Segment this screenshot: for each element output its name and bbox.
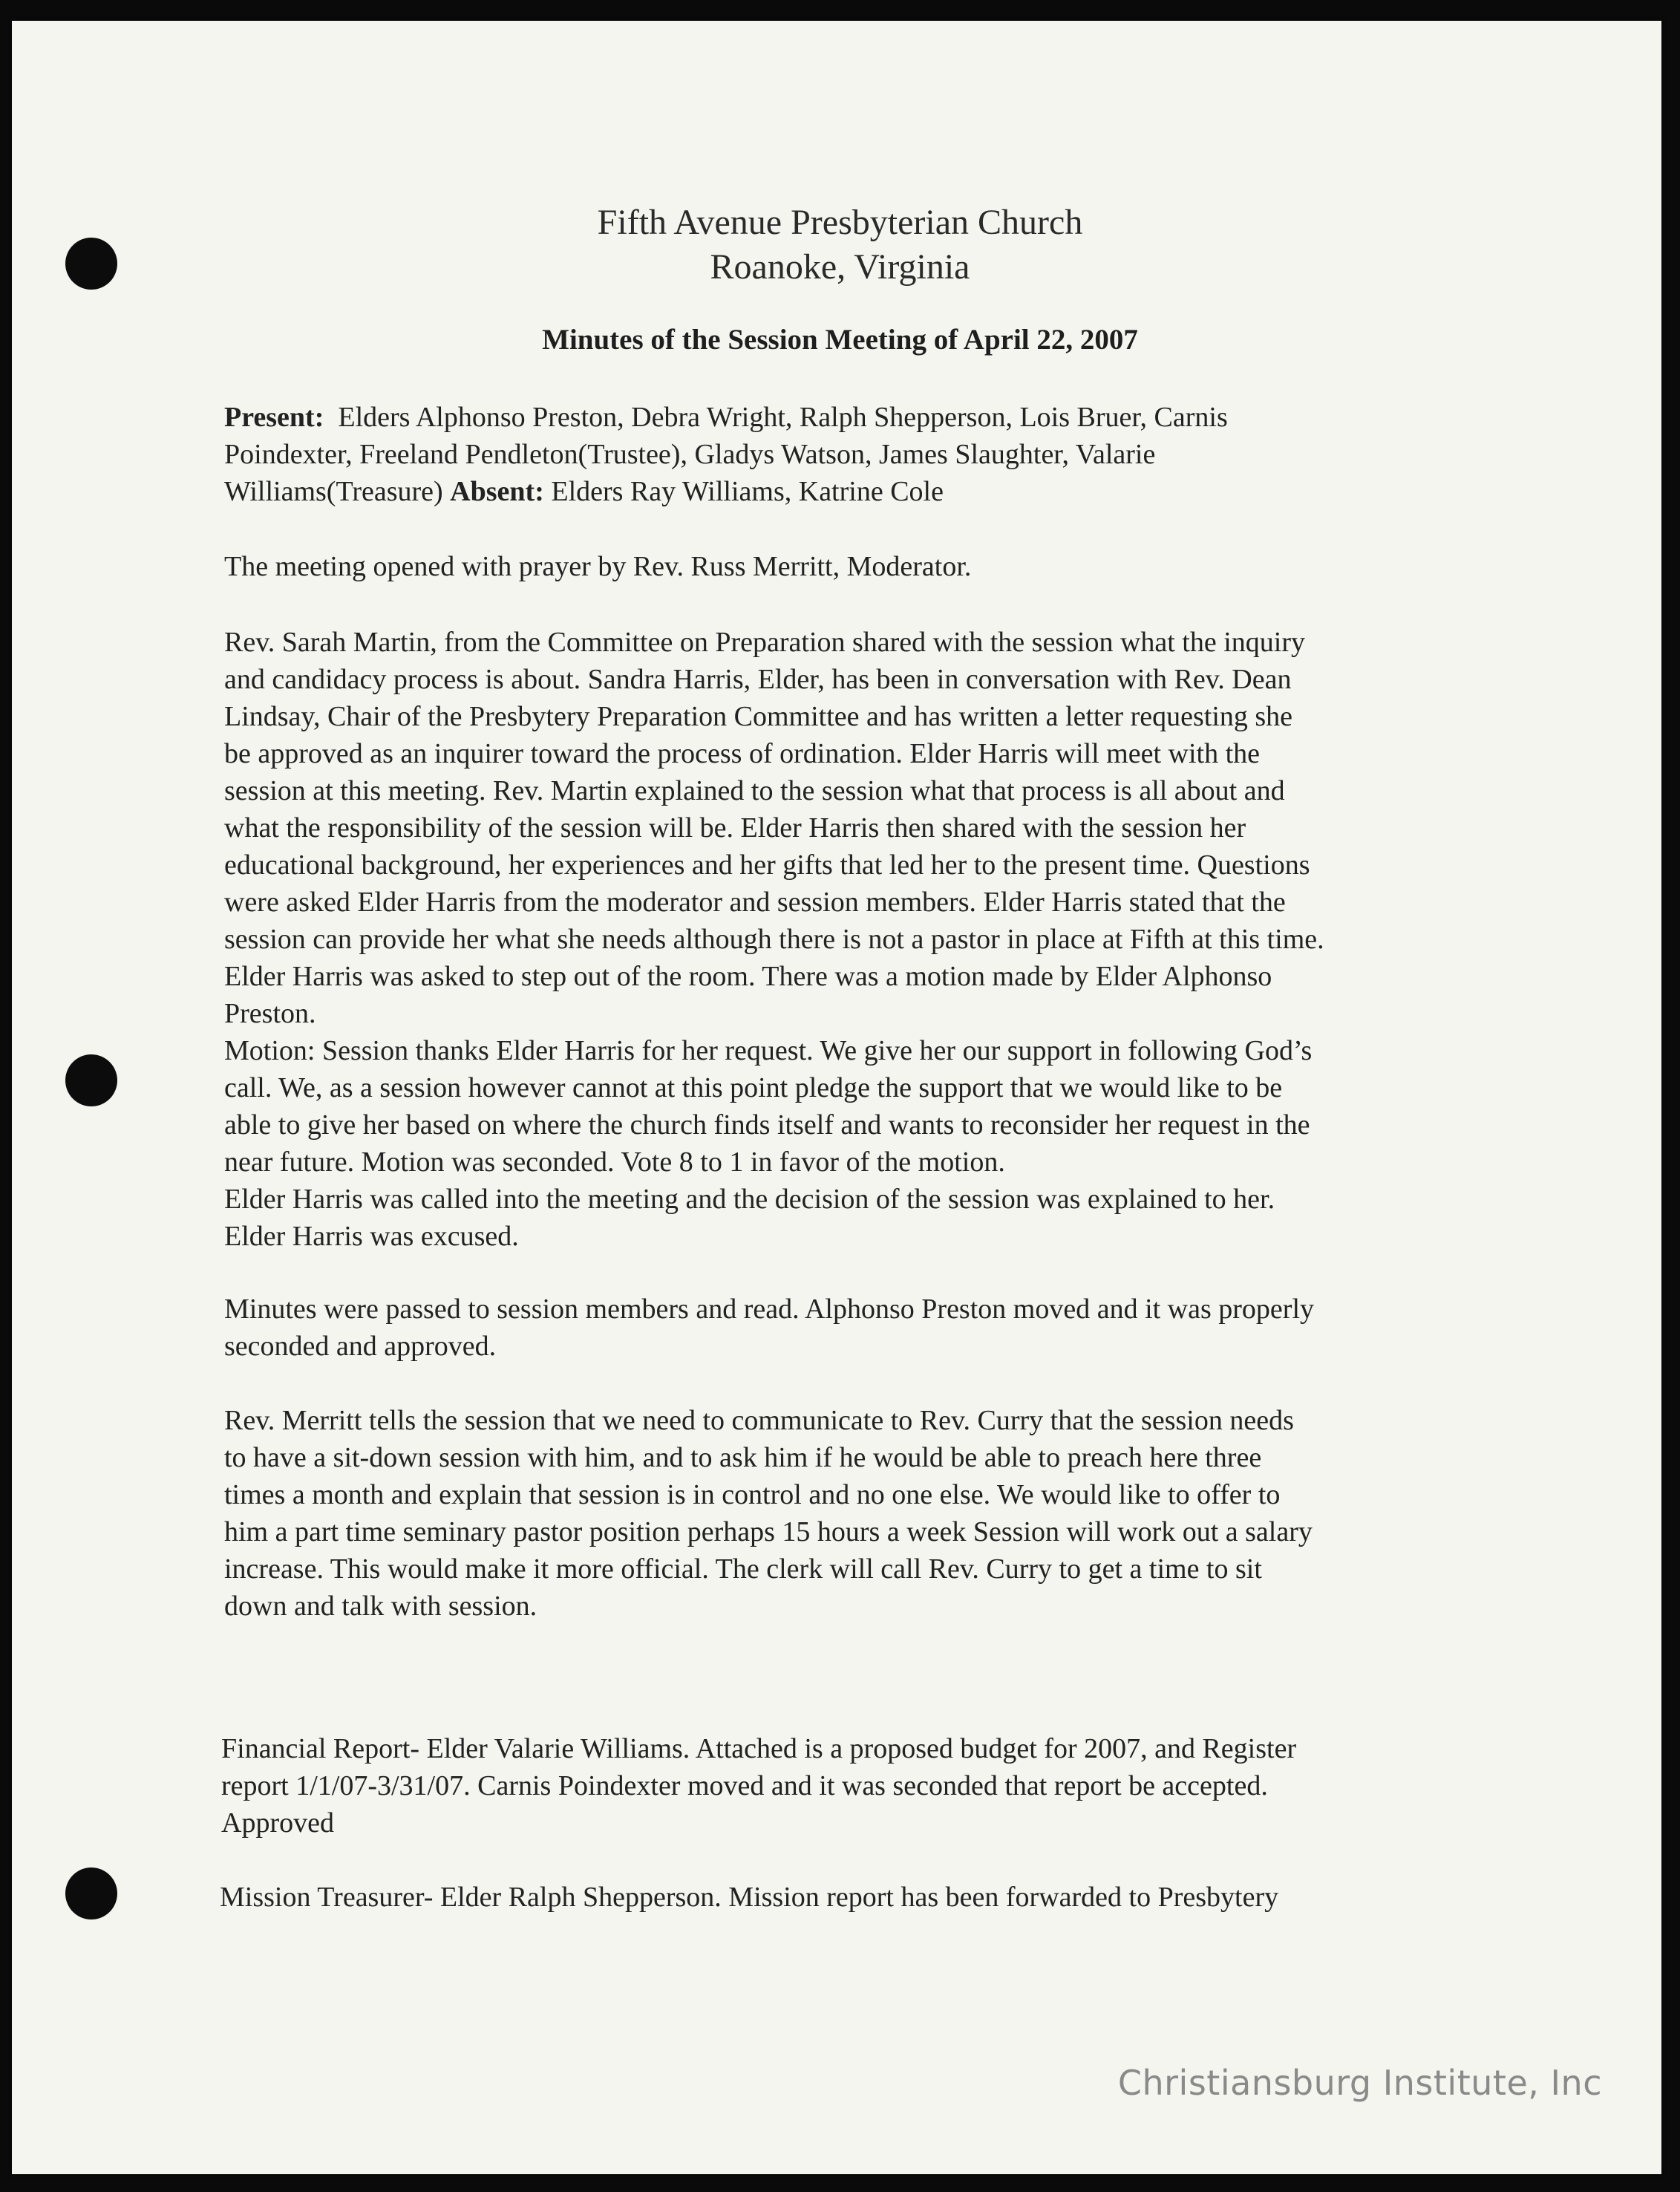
paragraph-line: educational background, her experiences and her gifts that led her to the present time. Questions (224, 849, 1310, 881)
paragraph-line: Mission Treasurer- Elder Ralph Shepperson. Mission report has been forwarded to Presbytery (220, 1882, 1279, 1913)
present-line-3 (224, 473, 1486, 510)
paragraph-line: call. We, as a session however cannot at this point pledge the support that we would like to be (224, 1072, 1283, 1103)
absent-text: Elders Ray Williams, Katrine Cole (551, 476, 944, 507)
absent-label: Absent: (450, 476, 544, 507)
watermark: Christiansburg Institute, Inc (1117, 2063, 1602, 2103)
paragraph-line: what the responsibility of the session will be. Elder Harris then shared with the session her (224, 812, 1246, 844)
present-label: Present: (224, 402, 324, 433)
paragraph-line: down and talk with session. (224, 1591, 537, 1622)
paragraph-line: Rev. Sarah Martin, from the Committee on Preparation shared with the session what the inquiry (224, 627, 1306, 658)
mission-report-paragraph (220, 1879, 1482, 1916)
paragraph-line: Elder Harris was asked to step out of the room. There was a motion made by Elder Alphonso (224, 961, 1272, 992)
present-line-1 (224, 399, 1486, 436)
candidacy-paragraph (224, 624, 1486, 1255)
paragraph-line: and candidacy process is about. Sandra Harris, Elder, has been in conversation with Rev. Dean (224, 664, 1292, 695)
paragraph-line: Minutes were passed to session members and read. Alphonso Preston moved and it was properly (224, 1294, 1315, 1325)
church-location: Roanoke, Virginia (710, 247, 970, 287)
paragraph-line: Preston. (224, 998, 316, 1029)
present-text-3: Williams(Treasure) (224, 476, 443, 507)
attendance-paragraph (224, 399, 1486, 510)
paragraph-line: Motion: Session thanks Elder Harris for her request. We give her our support in following God’s (224, 1035, 1313, 1066)
paragraph-line: near future. Motion was seconded. Vote 8 to 1 in favor of the motion. (224, 1146, 1005, 1178)
minutes-title: Minutes of the Session Meeting of April 22, 2007 (542, 324, 1138, 356)
paragraph-line: increase. This would make it more official. The clerk will call Rev. Curry to get a time to sit (224, 1553, 1262, 1585)
paragraph-line: Financial Report- Elder Valarie Williams. Attached is a proposed budget for 2007, and Register (221, 1733, 1297, 1764)
paragraph-line: able to give her based on where the church finds itself and wants to reconsider her request in the (224, 1109, 1310, 1141)
paragraph-line: seconded and approved. (224, 1331, 497, 1362)
paragraph-line: Lindsay, Chair of the Presbytery Preparation Committee and has written a letter requesting she (224, 701, 1293, 732)
paragraph-line: Elder Harris was excused. (224, 1221, 519, 1252)
paragraph-line: him a part time seminary pastor position perhaps 15 hours a week Session will work out a salary (224, 1516, 1313, 1547)
paragraph-line: session can provide her what she needs although there is not a pastor in place at Fifth at this time. (224, 924, 1324, 955)
paragraph-line: times a month and explain that session is in control and no one else. We would like to offer to (224, 1479, 1281, 1510)
binder-hole-bottom (65, 1868, 117, 1919)
paragraph-line: report 1/1/07-3/31/07. Carnis Poindexter moved and it was seconded that report be accepted. (221, 1770, 1268, 1801)
paragraph-line: Rev. Merritt tells the session that we need to communicate to Rev. Curry that the session needs (224, 1405, 1294, 1436)
church-name: Fifth Avenue Presbyterian Church (597, 203, 1083, 242)
present-line-2: Poindexter, Freeland Pendleton(Trustee), Gladys Watson, James Slaughter, Valarie (224, 439, 1156, 470)
opening-line: The meeting opened with prayer by Rev. Russ Merritt, Moderator. (224, 551, 972, 582)
paragraph-line: be approved as an inquirer toward the process of ordination. Elder Harris will meet with the (224, 738, 1261, 769)
paragraph-line: Approved (221, 1807, 334, 1839)
present-text-1: Elders Alphonso Preston, Debra Wright, Ralph Shepperson, Lois Bruer, Carnis (338, 402, 1228, 433)
financial-report-paragraph (221, 1730, 1483, 1842)
opening-paragraph (224, 548, 1486, 585)
pastor-discussion-paragraph (224, 1402, 1486, 1625)
binder-hole-middle (65, 1054, 117, 1106)
paragraph-line: Elder Harris was called into the meeting and the decision of the session was explained to her. (224, 1184, 1275, 1215)
paragraph-line: to have a sit-down session with him, and to ask him if he would be able to preach here three (224, 1442, 1262, 1473)
paragraph-line: were asked Elder Harris from the moderator and session members. Elder Harris stated that the (224, 887, 1286, 918)
minutes-approval-paragraph (224, 1291, 1486, 1365)
paragraph-line: session at this meeting. Rev. Martin explained to the session what that process is all about and (224, 775, 1285, 806)
